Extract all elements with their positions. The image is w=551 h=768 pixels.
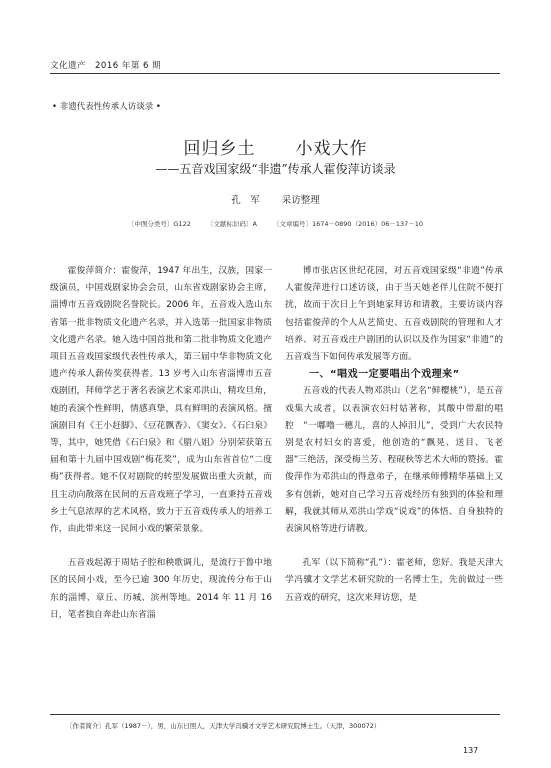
article-subtitle: ——五音戏国家级“非遗”传承人霍俊萍访谈录 — [155, 162, 396, 176]
body-paragraph: 五音戏起源于周姑子腔和秧歌调儿，是流行于鲁中地区的民间小戏，至今已逾 300 年历史，现流传分布于山东的淄博、章丘、历城、滨州等地。2014 年 11 月 16 日，笔者独自奔赴山东省淄 — [50, 558, 272, 620]
author-role: 采访整理 — [281, 195, 320, 206]
running-head: 文化遗产 2016 年第 6 期 — [50, 61, 162, 71]
doc-code: 〔文献标识码〕A — [206, 220, 257, 228]
section-tag: • 非遗代表性传承人访谈录 • — [52, 102, 161, 112]
author-name: 孔 军 — [231, 195, 260, 206]
intro-paragraph: 霍俊萍简介：霍俊萍，1947 年出生，汉族，国家一级演员，中国戏剧家协会会员，山东省戏剧家协会主席，淄博市五音戏剧院名誉院长。2006 年，五音戏入选山东省第一批非物质文化遗产名录，并入选第一批国家非物质文化遗产名录。她入选中国首批和第二批非物质文化遗产项目五音戏国家级代表性传承人，第三届中华非物质文化遗产传承人薪传奖获得者。13 岁考入山东省淄博市五音戏剧团，拜师学艺于著名表演艺术家邓洪山，精攻旦角，她的表演个性鲜明，情感真挚，具有鲜明的表演风格。擅演剧目有《王小赶脚》、《豆花飘香》、《窦女》、《石臼泉》等，其中，她凭借《石臼泉》和《腊八姐》分别荣获第五届和第十九届中国戏剧“梅花奖”，成为山东省首位“二度梅”获得者。她不仅对剧院的转型发展做出重大贡献，而且主动向散落在民间的五音戏班子学习，一直秉持五音戏乡土气息浓厚的艺术风格，致力于五音戏传承人的培养工作，由此带来这一民间小戏的繁荣景象。 — [50, 266, 272, 535]
header-rule — [50, 73, 500, 74]
article-title — [0, 134, 551, 159]
section-heading: 一、“唱戏一定要唱出个戏理来” — [309, 369, 460, 381]
classification-meta — [0, 219, 551, 228]
page-number: 137 — [463, 746, 479, 755]
footnote-rule — [50, 714, 500, 715]
right-column — [285, 263, 503, 607]
body-paragraph: 五音戏的代表人物邓洪山（艺名“鲜樱桃”），是五音戏集大成者，以表演农妇村姑著称，其酸中带甜的唱腔 “一嘟噜一穗儿，喜的人掉泪儿”，受到广大农民特别是农村妇女的喜爱，他创造的“飘晃、送目、飞老器”三绝活，深受梅兰芳、程砚秋等艺术大师的赞扬。霍俊萍作为邓洪山的得意弟子，在继承师傅精华基础上又多有创新，她对自己学习五音戏经历有独到的体验和理解，我就其师从邓洪山学戏“说戏”的体悟、自身独特的表演风格等进行请教。 — [285, 386, 503, 535]
clc-code: 〔中图分类号〕G122 — [127, 220, 191, 228]
author-footnote: 〔作者简介〕孔军（1987－），男，山东日照人，天津大学冯骥才文学艺术研究院博士生。（天津，300072） — [66, 722, 381, 730]
body-paragraph: 孔军（以下简称“孔”）：霍老师，您好。我是天津大学冯骥才文学艺术研究院的一名博士生，先前做过一些五音戏的研究，这次来拜访您，是 — [285, 558, 503, 603]
title-part-2: 小戏大作 — [295, 139, 368, 159]
body-paragraph: 博市张店区世纪花园，对五音戏国家级“非遗”传承人霍俊萍进行口述访谈，由于当天她老伴儿住院不便打扰，故而于次日上午到她家拜访和请教，主要访谈内容包括霍俊萍的个人从艺简史、五音戏剧院的管理和人才培养、对五音戏庄户剧团的认识以及作为国家“非遗”的五音戏当下如何传承发展等方面。 — [285, 266, 503, 363]
title-part-1: 回归乡土 — [183, 139, 256, 159]
left-column — [50, 263, 272, 624]
article-number: 〔文章编号〕1674－0890（2016）06－137－10 — [272, 220, 424, 228]
author-line — [0, 192, 551, 206]
